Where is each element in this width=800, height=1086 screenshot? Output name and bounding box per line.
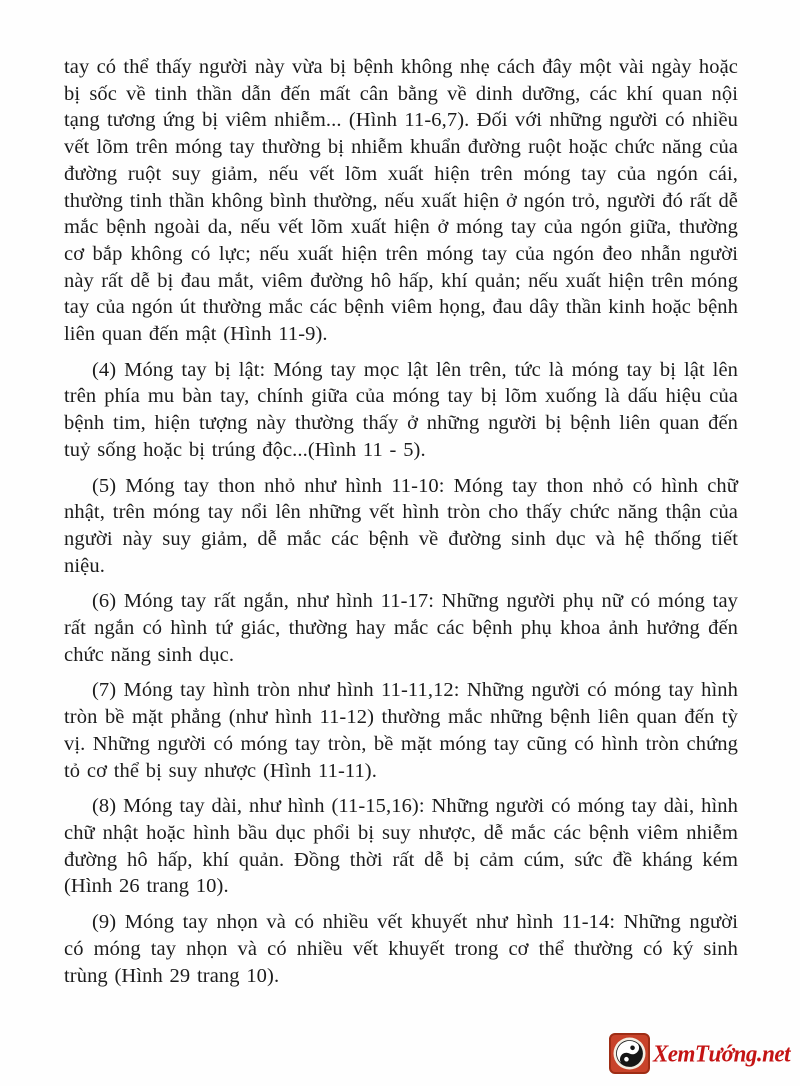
yin-yang-icon <box>609 1033 650 1074</box>
paragraph: tay có thể thấy người này vừa bị bệnh không nhẹ cách đây một vài ngày hoặc bị sốc về tinh thần dẫn đến mất cân bằng về dinh dưỡng, các khí quan nội tạng tương ứng bị viêm nhiễm... (Hình 11-6,7). Đối với những người có nhiều vết lõm trên móng tay thường bị nhiễm khuẩn đường ruột hoặc chức năng của đường ruột suy giảm, nếu vết lõm xuất hiện trên móng tay của ngón cái, thường tinh thần không bình thường, nếu xuất hiện ở ngón trỏ, người đó rất dễ mắc bệnh ngoài da, nếu vết lõm xuất hiện ở móng tay của ngón giữa, thường cơ bắp không có lực; nếu xuất hiện trên móng tay của ngón đeo nhẫn người này rất dễ bị đau mắt, viêm đường hô hấp, khí quản; nếu xuất hiện trên móng tay của ngón út thường mắc các bệnh viêm họng, đau dây thần kinh hoặc bệnh liên quan đến mật (Hình 11-9). <box>64 56 738 346</box>
paragraph: (9) Móng tay nhọn và có nhiều vết khuyết như hình 11-14: Những người có móng tay nhọn và có nhiều vết khuyết trong cơ thể thường có ký sinh trùng (Hình 29 trang 10). <box>64 911 738 987</box>
page-body <box>64 54 738 989</box>
paragraph: (5) Móng tay thon nhỏ như hình 11-10: Móng tay thon nhỏ có hình chữ nhật, trên móng tay nổi lên những vết hình tròn cho thấy chức năng thận của người này suy giảm, dễ mắc các bệnh về đường sinh dục và hệ thống tiết niệu. <box>64 474 738 577</box>
paragraph: (8) Móng tay dài, như hình (11-15,16): Những người có móng tay dài, hình chữ nhật hoặc hình bầu dục phổi bị suy nhược, dễ mắc các bệnh viêm nhiễm đường hô hấp, khí quản. Đồng thời rất dễ bị cảm cúm, sức đề kháng kém (Hình 26 trang 10). <box>64 795 738 898</box>
paragraph: (6) Móng tay rất ngắn, như hình 11-17: Những người phụ nữ có móng tay rất ngắn có hình tứ giác, thường hay mắc các bệnh phụ khoa ảnh hưởng đến chức năng sinh dục. <box>64 590 738 666</box>
watermark <box>609 1033 790 1074</box>
paragraph: (7) Móng tay hình tròn như hình 11-11,12: Những người có móng tay hình tròn bề mặt phẳng (như hình 11-12) thường mắc những bệnh liên quan đến tỳ vị. Những người có móng tay tròn, bề mặt móng tay cũng có hình tròn chứng tỏ cơ thể bị suy nhược (Hình 11-11). <box>64 679 738 782</box>
watermark-site-name: XemTướng.net <box>652 1039 790 1067</box>
paragraph: (4) Móng tay bị lật: Móng tay mọc lật lên trên, tức là móng tay bị lật lên trên phía mu bàn tay, chính giữa của móng tay bị lõm xuống là dấu hiệu của bệnh tim, hiện tượng này thường thấy ở những người bị bệnh liên quan đến tuỷ sống hoặc bị trúng độc...(Hình 11 - 5). <box>64 358 738 461</box>
